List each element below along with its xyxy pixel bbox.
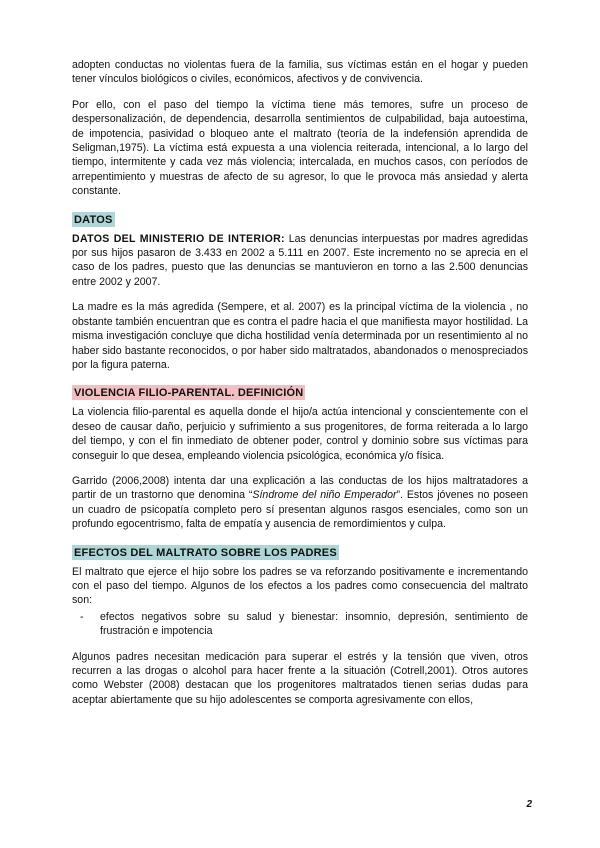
effects-list: [72, 610, 528, 639]
section-efectos: [72, 543, 528, 708]
ministry-label: DATOS DEL MINISTERIO DE INTERIOR:: [72, 232, 285, 245]
paragraph-intro-end: adopten conductas no violentas fuera de la familia, sus víctimas están en el hogar y pueden tener vínculos biológicos o civiles, económicos, afectivos y de convivencia.: [72, 59, 528, 86]
page-number: 2: [526, 799, 532, 810]
paragraph-garrido: [72, 474, 528, 532]
section-datos: [72, 210, 528, 373]
garrido-before: Garrido (2006,2008) intenta dar una explicación a las conductas de los hijos maltratadores a partir de un trastorno que denomina “: [72, 474, 528, 502]
paragraph-medication: Algunos padres necesitan medicación para superar el estrés y la tensión que viven, otros recurren a las drogas o alcohol para hacer frente a la situación (Cotrell,2001). Otros autores como Webster (2008) destacan que los progenitores maltratados tienen serias dudas para aceptar abiertamente que su hijo adolescentes se comporta agresivamente con ellos,: [72, 650, 528, 706]
paragraph-victim: Por ello, con el paso del tiempo la víctima tiene más temores, sufre un proceso de despersonalización, de dependencia, desarrolla sentimientos de culpabilidad, baja autoestima, de impotencia, pasividad o bloqueo ante el maltrato (teoría de la indefensión aprendida de Seligman,1975). La víctima está expuesta a una violencia reiterada, intencional, a lo largo del tiempo, intermitente y cada vez más violencia; intercalada, en muchos casos, con períodos de arrepentimiento y muestras de afecto de su agresor, lo que le provoca más ansiedad y alerta constante.: [72, 98, 528, 198]
paragraph-mother: La madre es la más agredida (Sempere, et al. 2007) es la principal víctima de la violencia , no obstante también encuentran que es contra el padre hacia el que manifiesta mayor hostilidad. La misma investigación concluye que dicha hostilidad venía determinada por un resentimiento al no haber sido bastante reconocidos, o por haber sido maltratados, abandonados o menospreciados por la figura paterna.: [72, 301, 528, 371]
ministry-text: Las denuncias interpuestas por madres agredidas por sus hijos pasaron de 3.433 en 2002 a 5.111 en 2007. Este incremento no se aprecia en el caso de los padres, puesto que las denuncias se mantuvieron en torno a las 2.500 denuncias entre 2002 y 2007.: [72, 232, 528, 288]
dash-marker: -: [80, 610, 84, 623]
paragraph-ministry: [72, 232, 528, 290]
list-item-text: efectos negativos sobre su salud y bienestar: insomnio, depresión, sentimiento de frustración e impotencia: [100, 610, 528, 638]
heading-definicion: VIOLENCIA FILIO-PARENTAL. DEFINICIÓN: [74, 387, 304, 400]
section-definicion: [72, 383, 528, 531]
list-item: [72, 610, 528, 639]
garrido-after: ”. Estos jóvenes no poseen un cuadro de psicopatía completo pero sí presentan algunos rasgos esenciales, como son un profundo egocentrismo, falta de empatía y ausencia de remordimientos y culpa.: [72, 489, 528, 531]
garrido-italic: Síndrome del niño Emperador: [252, 489, 397, 502]
document-page: [72, 58, 528, 718]
paragraph-efectos-intro: El maltrato que ejerce el hijo sobre los padres se va reforzando positivamente e incrementando con el paso del tiempo. Algunos de los efectos a los padres como consecuencia del maltrato son:: [72, 565, 528, 607]
heading-datos: DATOS: [74, 213, 113, 226]
heading-efectos: EFECTOS DEL MALTRATO SOBRE LOS PADRES: [74, 546, 337, 559]
paragraph-definition: La violencia filio-parental es aquella donde el hijo/a actúa intencional y conscientemente con el deseo de causar daño, perjuicio y sufrimiento a sus progenitores, de forma reiterada a lo largo del tiempo, y con el fin inmediato de obtener poder, control y dominio sobre sus víctimas para conseguir lo que desea, empleando violencia psicológica, económica y/o física.: [72, 406, 528, 462]
